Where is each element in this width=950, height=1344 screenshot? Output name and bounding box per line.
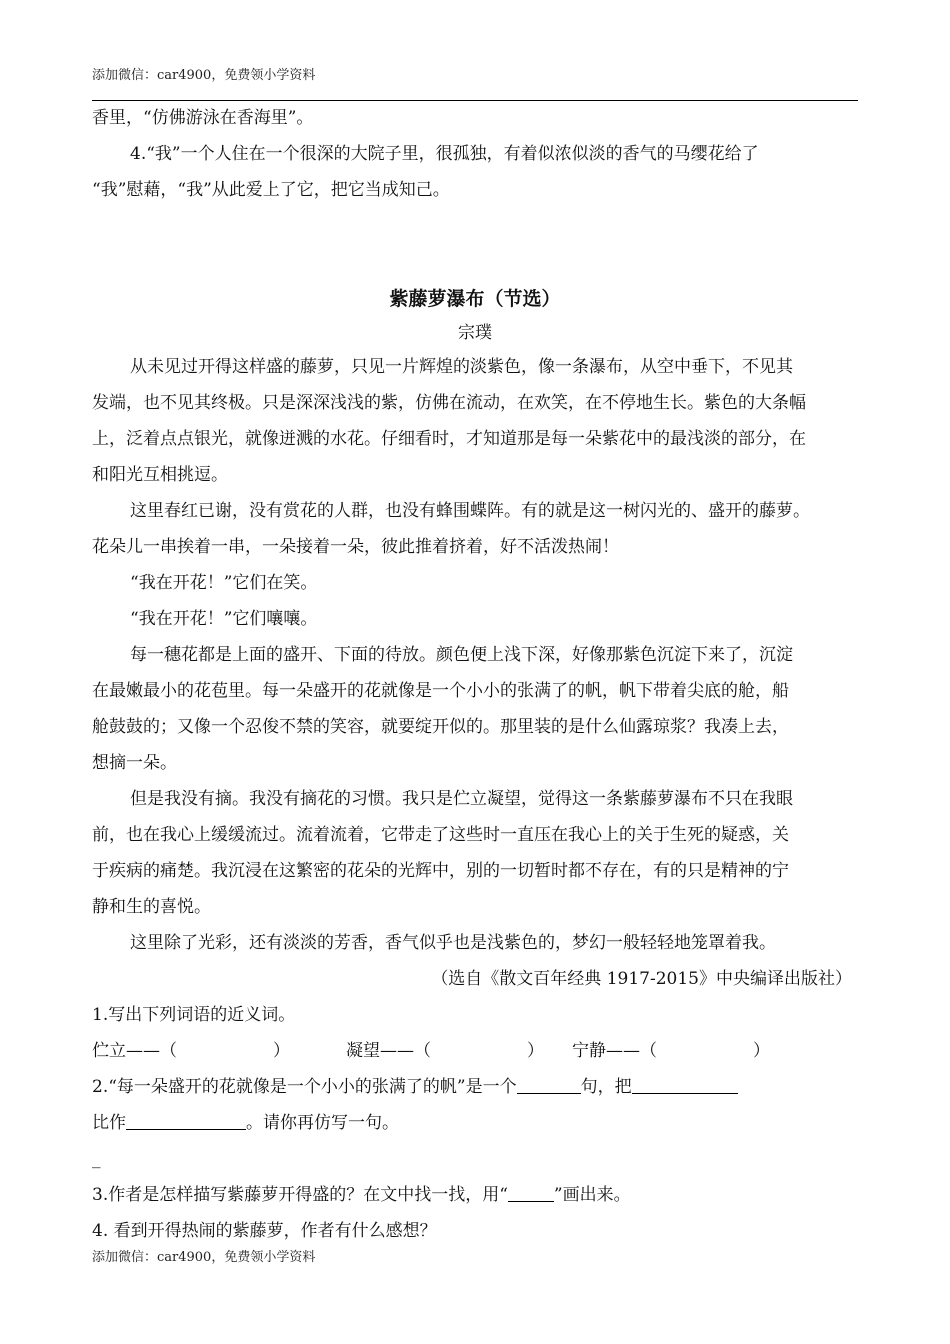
question-4: 4. 看到开得热闹的紫藤萝，作者有什么感想？ [92, 1221, 437, 1241]
q2-blank-subject[interactable] [632, 1073, 738, 1094]
article-line: 从未见过开得这样盛的藤萝，只见一片辉煌的淡紫色，像一条瀑布，从空中垂下，不见其 [130, 357, 793, 377]
q2-blank-type[interactable] [517, 1073, 581, 1094]
question-1-blanks [92, 1033, 858, 1069]
q1-close-paren: ） [273, 1041, 290, 1061]
page-footer: 添加微信：car4900，免费领小学资料 [92, 1250, 316, 1265]
prev-answer-line: 香里，“仿佛游泳在香海里”。 [92, 108, 314, 128]
q1-close-paren: ） [753, 1041, 770, 1061]
article-line: 每一穗花都是上面的盛开、下面的待放。颜色便上浅下深，好像那紫色沉淀下来了，沉淀 [130, 645, 793, 665]
q1-word-label: 凝望——（ [346, 1041, 431, 1061]
article-line: 静和生的喜悦。 [92, 897, 211, 917]
article-line: 上，泛着点点银光，就像迸溅的水花。仔细看时，才知道那是每一朵紫花中的最浅淡的部分，在 [92, 429, 806, 449]
q2-answer-line[interactable]: _ [92, 1149, 101, 1169]
question-3 [92, 1177, 858, 1213]
q3-underline-sample [508, 1181, 554, 1202]
article-line: 在最嫩最小的花苞里。每一朵盛开的花就像是一个小小的张满了的帆，帆下带着尖底的舱，船 [92, 681, 789, 701]
document-body [92, 100, 858, 1249]
q1-word-label: 宁静——（ [572, 1041, 657, 1061]
article-line: 这里除了光彩，还有淡淡的芳香，香气似乎也是浅紫色的，梦幻一般轻轻地笼罩着我。 [130, 933, 776, 953]
article-line: 舱鼓鼓的；又像一个忍俊不禁的笑容，就要绽开似的。那里装的是什么仙露琼浆？我凑上去， [92, 717, 789, 737]
prev-answer-line: 4.“我”一个人住在一个很深的大院子里，很孤独，有着似浓似淡的香气的马缨花给了 [130, 144, 759, 164]
q1-close-paren: ） [527, 1041, 544, 1061]
prev-answer-line: “我”慰藉，“我”从此爱上了它，把它当成知己。 [92, 180, 450, 200]
article-line: 于疾病的痛楚。我沉浸在这繁密的花朵的光辉中，别的一切暂时都不存在，有的只是精神的宁 [92, 861, 789, 881]
q2-text: 句，把 [580, 1077, 632, 1097]
article-line: 发端，也不见其终极。只是深深浅浅的紫，仿佛在流动，在欢笑，在不停地生长。紫色的大条幅 [92, 393, 806, 413]
q2-text: 。请你再仿写一句。 [246, 1113, 399, 1133]
article-line: 和阳光互相挑逗。 [92, 465, 228, 485]
article-line: 花朵儿一串挨着一串，一朵接着一朵，彼此推着挤着，好不活泼热闹！ [92, 537, 619, 557]
question-2-cont [92, 1105, 858, 1141]
article-line: 前，也在我心上缓缓流过。流着流着，它带走了这些时一直压在我心上的关于生死的疑惑，关 [92, 825, 789, 845]
question-2 [92, 1069, 858, 1105]
q3-text: 3.作者是怎样描写紫藤萝开得盛的？在文中找一找，用“ [92, 1185, 508, 1205]
question-1: 1.写出下列词语的近义词。 [92, 1005, 296, 1025]
article-line: 想摘一朵。 [92, 753, 177, 773]
article-source: （选自《散文百年经典 1917-2015》中央编译出版社） [431, 969, 852, 989]
article-author: 宗璞 [458, 323, 492, 343]
article-line: 但是我没有摘。我没有摘花的习惯。我只是伫立凝望，觉得这一条紫藤萝瀑布不只在我眼 [130, 789, 793, 809]
q2-text: 2.“每一朵盛开的花就像是一个小小的张满了的帆”是一个 [92, 1077, 517, 1097]
q2-text: 比作 [92, 1113, 126, 1133]
page-header: 添加微信：car4900，免费领小学资料 [92, 68, 316, 83]
article-line: “我在开花！”它们嚷嚷。 [130, 609, 318, 629]
article-line: 这里春红已谢，没有赏花的人群，也没有蜂围蝶阵。有的就是这一树闪光的、盛开的藤萝。 [130, 501, 810, 521]
article-title: 紫藤萝瀑布（节选） [389, 288, 561, 310]
article-line: “我在开花！”它们在笑。 [130, 573, 318, 593]
q3-text: ”画出来。 [553, 1185, 631, 1205]
q2-blank-object[interactable] [126, 1109, 246, 1130]
q1-word-label: 伫立——（ [92, 1041, 177, 1061]
